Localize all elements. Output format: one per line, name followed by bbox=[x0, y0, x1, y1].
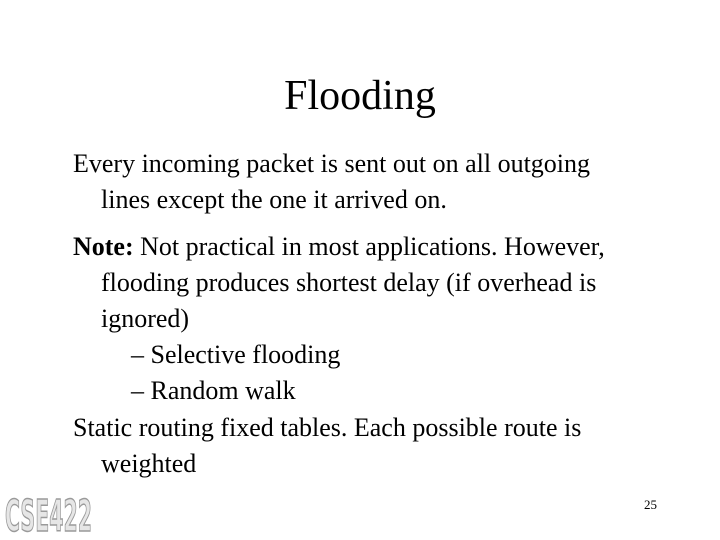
paragraph-line: flooding produces shortest delay (if overhead is bbox=[101, 268, 597, 297]
slide-title: Flooding bbox=[284, 73, 436, 119]
logo-text: CSE422 bbox=[5, 491, 92, 540]
paragraph-flooding-definition bbox=[73, 146, 673, 218]
sub-item-selective-flooding: – Selective flooding bbox=[131, 340, 341, 369]
paragraph-line: Every incoming packet is sent out on all outgoing bbox=[73, 149, 591, 178]
paragraph-line: Static routing fixed tables. Each possible route is bbox=[73, 413, 582, 442]
note-text: Not practical in most applications. However, bbox=[133, 232, 605, 261]
sub-item-random-walk: – Random walk bbox=[131, 376, 296, 405]
paragraph-line: ignored) bbox=[101, 304, 190, 333]
paragraph-static-routing bbox=[73, 410, 673, 482]
paragraph-line: weighted bbox=[101, 449, 197, 478]
course-logo bbox=[4, 490, 94, 540]
page-number: 25 bbox=[644, 497, 657, 512]
paragraph-line bbox=[73, 229, 673, 265]
paragraph-line: lines except the one it arrived on. bbox=[101, 185, 447, 214]
note-label: Note: bbox=[73, 232, 134, 261]
paragraph-note bbox=[73, 229, 673, 409]
